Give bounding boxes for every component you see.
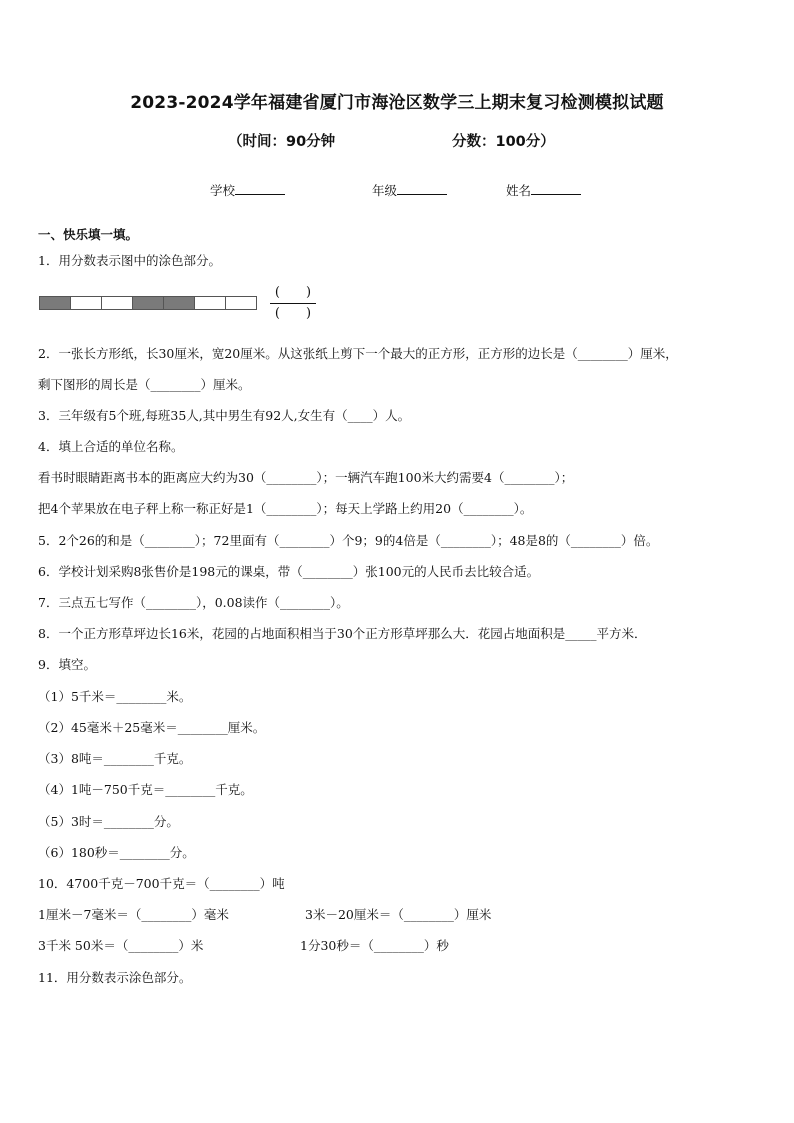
fraction-numerator[interactable]: ( )	[274, 285, 312, 300]
question-10-item: 1分30秒＝（________）秒	[300, 938, 449, 953]
question-6: 6．学校计划采购8张售价是198元的课桌，带（________）张100元的人民币去比较合适。	[38, 564, 540, 579]
question-4: 4．填上合适的单位名称。	[38, 439, 184, 454]
grade-field[interactable]	[372, 181, 447, 199]
school-label: 学校	[210, 183, 236, 198]
question-3: 3．三年级有5个班,每班35人,其中男生有92人,女生有（____）人。	[38, 408, 411, 423]
question-9-item: （6）180秒＝________分。	[38, 845, 195, 860]
question-11: 11．用分数表示涂色部分。	[38, 970, 192, 985]
fraction-answer[interactable]	[270, 284, 316, 323]
strip-cell-shaded	[39, 296, 71, 310]
name-field[interactable]	[506, 181, 581, 199]
school-field[interactable]	[210, 181, 285, 199]
question-2-line2: 剩下图形的周长是（________）厘米。	[38, 377, 251, 392]
grade-blank[interactable]	[397, 181, 447, 195]
question-4-line1: 看书时眼睛距离书本的距离应大约为30（________）；一辆汽车跑100米大约需要4（________）；	[38, 470, 574, 485]
strip-cell	[70, 296, 102, 310]
grade-label: 年级	[372, 183, 398, 198]
question-9-item: （2）45毫米＋25毫米＝________厘米。	[38, 720, 266, 735]
question-10-item: 3米－20厘米＝（________）厘米	[305, 907, 492, 922]
exam-score: 分数：100分）	[452, 134, 555, 150]
question-2-line1: 2．一张长方形纸，长30厘米，宽20厘米。从这张纸上剪下一个最大的正方形，正方形的边长是（________）厘米，	[38, 346, 678, 361]
question-9-item: （1）5千米＝________米。	[38, 689, 192, 704]
section-heading: 一、快乐填一填。	[38, 227, 139, 242]
shaded-strip	[40, 296, 257, 310]
fraction-bar	[270, 303, 316, 304]
question-8: 8．一个正方形草坪边长16米，花园的占地面积相当于30个正方形草坪那么大．花园占地面积是_____平方米．	[38, 626, 647, 641]
question-9-item: （5）3时＝________分。	[38, 814, 179, 829]
name-blank[interactable]	[531, 181, 581, 195]
school-blank[interactable]	[235, 181, 285, 195]
page-title: 2023-2024学年福建省厦门市海沧区数学三上期末复习检测模拟试题	[130, 93, 664, 113]
name-label: 姓名	[506, 183, 532, 198]
strip-cell	[225, 296, 257, 310]
question-7: 7．三点五七写作（________），0.08读作（________）。	[38, 595, 349, 610]
question-5: 5．2个26的和是（________）；72里面有（________）个9；9的4倍是（________）；48是8的（________）倍。	[38, 533, 659, 548]
question-4-line2: 把4个苹果放在电子秤上称一称正好是1（________）；每天上学路上约用20（________）。	[38, 501, 533, 516]
exam-time: （时间：90分钟	[228, 134, 336, 150]
question-10-item: 3千米 50米＝（________）米	[38, 938, 204, 953]
fraction-denominator[interactable]: ( )	[274, 306, 312, 321]
question-9: 9．填空。	[38, 657, 96, 672]
question-10-line1: 10．4700千克－700千克＝（________）吨	[38, 876, 285, 891]
strip-cell-shaded	[163, 296, 195, 310]
strip-cell-shaded	[132, 296, 164, 310]
strip-cell	[101, 296, 133, 310]
question-1: 1．用分数表示图中的涂色部分。	[38, 253, 221, 268]
strip-cell	[194, 296, 226, 310]
question-10-item: 1厘米－7毫米＝（________）毫米	[38, 907, 229, 922]
question-9-item: （3）8吨＝________千克。	[38, 751, 192, 766]
question-9-item: （4）1吨－750千克＝________千克。	[38, 782, 253, 797]
